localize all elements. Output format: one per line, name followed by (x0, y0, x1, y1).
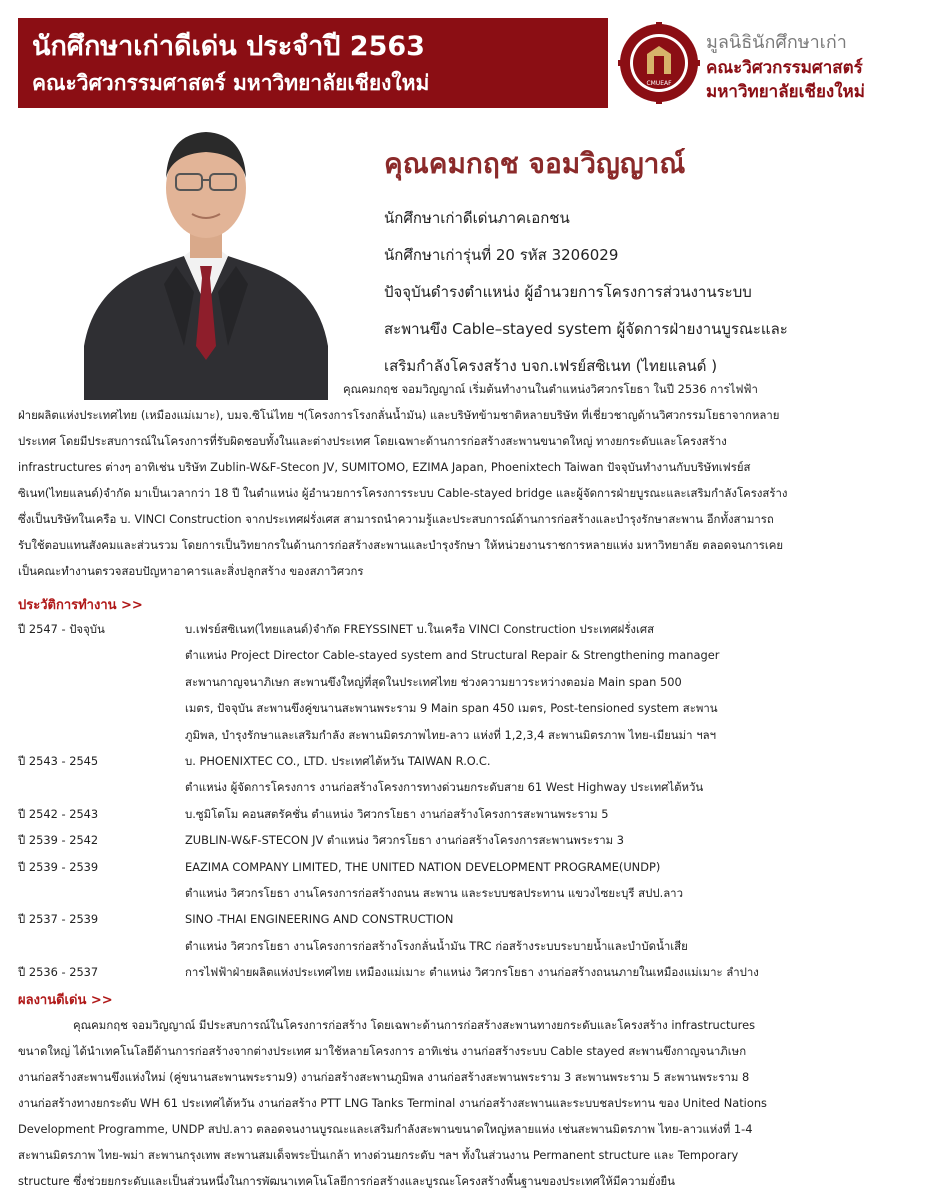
achievements-paragraph (18, 1012, 912, 1194)
intro-line: ซึ่งเป็นบริษัทในเครือ บ. VINCI Construction จากประเทศฝรั่งเศส สามารถนำความรู้และประสบการณ์ด้านการก่อสร้างและบำรุงรักษาสะพาน อีกทั้งสามารถ (18, 512, 774, 526)
position-line-3: เสริมกำลังโครงสร้าง บจก.เฟรย์สซิเนท (ไทยแลนด์ ) (384, 357, 718, 375)
achievement-line: งานก่อสร้างสะพานขึงแห่งใหม่ (คู่ขนานสะพานพระราม9) งานก่อสร้างสะพานภูมิพล งานก่อสร้างสะพานพระราม 3 สะพานพระราม 5 สะพานพระราม 8 (18, 1070, 750, 1084)
achievement-line: ขนาดใหญ่ ได้นำเทคโนโลยีด้านการก่อสร้างจากต่างประเทศ มาใช้หลายโครงการ อาทิเช่น งานก่อสร้างระบบ Cable stayed สะพานขึงกาญจนาภิเษก (18, 1044, 747, 1058)
intro-paragraph (18, 376, 912, 584)
position-line-1: ปัจจุบันดำรงตำแหน่ง ผู้อำนวยการโครงการส่วนงานระบบ (384, 283, 752, 301)
achievement-line: สะพานมิตรภาพ ไทย-พม่า สะพานกรุงเทพ สะพานสมเด็จพระปิ่นเกล้า ทางด่วนยกระดับ ฯลฯ ทั้งในส่วนงาน Permanent structure และ Temporary (18, 1148, 739, 1162)
career-row (18, 801, 918, 827)
career-year (18, 880, 185, 906)
position-line-2: สะพานขึง Cable–stayed system ผู้จัดการฝ่ายงานบูรณะและ (384, 320, 788, 338)
career-row (18, 880, 918, 906)
career-text: ตำแหน่ง Project Director Cable-stayed system and Structural Repair & Strengthening manager (185, 648, 720, 663)
career-row (18, 669, 918, 695)
career-text: บ. PHOENIXTEC CO., LTD. ประเทศไต้หวัน TAIWAN R.O.C. (185, 754, 491, 769)
career-year: ปี 2547 - ปัจจุบัน (18, 622, 105, 636)
career-text: การไฟฟ้าฝ่ายผลิตแห่งประเทศไทย เหมืองแม่เมาะ ตำแหน่ง วิศวกรโยธา งานก่อสร้างถนนภายในเหมืองแม่เมาะ ลำปาง (185, 965, 759, 980)
career-row (18, 722, 918, 748)
career-year: ปี 2539 - 2539 (18, 859, 99, 874)
intro-first-line: คุณคมกฤช จอมวิญญาณ์ เริ่มต้นทำงานในตำแหน่งวิศวกรโยธา ในปี 2536 การไฟฟ้า (343, 382, 758, 396)
logo-text: CMUEAF (646, 80, 672, 87)
alumni-id: นักศึกษาเก่ารุ่นที่ 20 รหัส 3206029 (384, 246, 619, 264)
career-row (18, 854, 918, 880)
achievements-heading: ผลงานดีเด่น >> (18, 993, 113, 1008)
career-row (18, 695, 918, 721)
career-list (18, 616, 918, 986)
banner-title: นักศึกษาเก่าดีเด่น ประจำปี 2563 (32, 31, 425, 62)
career-text: EAZIMA COMPANY LIMITED, THE UNITED NATION DEVELOPMENT PROGRAME(UNDP) (185, 859, 661, 874)
career-year: ปี 2537 - 2539 (18, 912, 99, 927)
career-year: ปี 2539 - 2542 (18, 833, 99, 848)
org-line-3: มหาวิทยาลัยเชียงใหม่ (706, 82, 865, 102)
career-row (18, 827, 918, 853)
achievement-line: คุณคมกฤช จอมวิญญาณ์ มีประสบการณ์ในโครงการก่อสร้าง โดยเฉพาะด้านการก่อสร้างสะพานทางยกระดับและโครงสร้าง infrastructures (73, 1018, 756, 1032)
career-year: ปี 2543 - 2545 (18, 754, 99, 769)
org-line-2: คณะวิศวกรรมศาสตร์ (706, 58, 863, 78)
career-row (18, 748, 918, 774)
career-text: ภูมิพล, บำรุงรักษาและเสริมกำลัง สะพานมิตรภาพไทย-ลาว แห่งที่ 1,2,3,4 สะพานมิตรภาพ ไทย-เมียนม่า ฯลฯ (185, 727, 716, 742)
intro-line: ประเทศ โดยมีประสบการณ์ในโครงการที่รับผิดชอบทั้งในและต่างประเทศ โดยเฉพาะด้านการก่อสร้างสะพานขนาดใหญ่ ทางยกระดับและโครงสร้าง (18, 434, 727, 448)
career-text: สะพานกาญจนาภิเษก สะพานขึงใหญ่ที่สุดในประเทศไทย ช่วงความยาวระหว่างตอม่อ Main span 500 (185, 674, 682, 689)
career-text: บ.ซูมิโตโม คอนสตรัคชั่น ตำแหน่ง วิศวกรโยธา งานก่อสร้างโครงการสะพานพระราม 5 (185, 806, 609, 821)
career-text: SINO -THAI ENGINEERING AND CONSTRUCTION (185, 912, 454, 927)
intro-line: infrastructures ต่างๆ อาทิเช่น บริษัท Zublin-W&F-Stecon JV, SUMITOMO, EZIMA Japan, Phoenixtech Taiwan ปัจจุบันทำงานกับบริษัทเฟรย์ส (18, 460, 751, 474)
career-row (18, 616, 918, 642)
profile-info (384, 200, 914, 385)
banner-subtitle: คณะวิศวกรรมศาสตร์ มหาวิทยาลัยเชียงใหม่ (32, 71, 430, 95)
intro-line: ฝ่ายผลิตแห่งประเทศไทย (เหมืองแม่เมาะ), บมจ.ซิโน่ไทย ฯ(โครงการโรงกลั่นน้ำมัน) และบริษัทข้ามชาติหลายบริษัท ที่เชี่ยวชาญด้านวิศวกรรมโยธาจากหลาย (18, 408, 780, 422)
career-text: ตำแหน่ง วิศวกรโยธา งานโครงการก่อสร้างถนน สะพาน และระบบชลประทาน แขวงไซยะบุรี สปป.ลาว (185, 886, 683, 901)
career-year: ปี 2542 - 2543 (18, 806, 99, 821)
career-row (18, 933, 918, 959)
career-text: ตำแหน่ง ผู้จัดการโครงการ งานก่อสร้างโครงการทางด่วนยกระดับสาย 61 West Highway ประเทศไต้หวัน (185, 780, 704, 795)
career-year (18, 722, 185, 748)
career-year (18, 933, 185, 959)
career-row (18, 774, 918, 800)
portrait-photo (84, 116, 328, 400)
achievement-line: งานก่อสร้างทางยกระดับ WH 61 ประเทศไต้หวัน งานก่อสร้าง PTT LNG Tanks Terminal งานก่อสร้างสะพานและระบบชลประทาน ของ United Nations (18, 1096, 767, 1110)
career-year (18, 695, 185, 721)
career-row (18, 642, 918, 668)
intro-line: รับใช้ตอบแทนสังคมและส่วนรวม โดยการเป็นวิทยากรในด้านการก่อสร้างสะพานและบำรุงรักษา ให้หน่วยงานราชการหลายแห่ง มหาวิทยาลัย ตลอดจนการเคย (18, 538, 784, 552)
career-text: เมตร, ปัจจุบัน สะพานขึงคู่ขนานสะพานพระราม 9 Main span 450 เมตร, Post-tensioned system สะพาน (185, 701, 718, 716)
career-row (18, 906, 918, 932)
foundation-logo-icon (618, 22, 700, 104)
career-heading: ประวัติการทำงาน >> (18, 598, 143, 613)
career-year: ปี 2536 - 2537 (18, 965, 99, 980)
career-row (18, 959, 918, 985)
header-banner (18, 18, 608, 108)
achievement-line: structure ซึ่งช่วยยกระดับและเป็นส่วนหนึ่งในการพัฒนาเทคโนโลยีการก่อสร้างและบูรณะโครงสร้างพื้นฐานของประเทศให้มีความยั่งยืน (18, 1174, 675, 1188)
career-text: ตำแหน่ง วิศวกรโยธา งานโครงการก่อสร้างโรงกลั่นน้ำมัน TRC ก่อสร้างระบบระบายน้ำและบำบัดน้ำเสีย (185, 938, 688, 953)
intro-line: เป็นคณะทำงานตรวจสอบปัญหาอาคารและสิ่งปลูกสร้าง ของสภาวิศวกร (18, 564, 364, 578)
achievement-line: Development Programme, UNDP สปป.ลาว ตลอดจนงานบูรณะและเสริมกำลังสะพานขนาดใหญ่หลายแห่ง เช่นสะพานมิตรภาพ ไทย-ลาวแห่งที่ 1-4 (18, 1122, 753, 1136)
career-year (18, 774, 185, 800)
person-name: คุณคมกฤช จอมวิญญาณ์ (384, 147, 686, 180)
foundation-name (706, 30, 921, 104)
career-text: ZUBLIN-W&F-STECON JV ตำแหน่ง วิศวกรโยธา งานก่อสร้างโครงการสะพานพระราม 3 (185, 833, 625, 848)
career-year (18, 669, 185, 695)
career-year (18, 642, 185, 668)
award-category: นักศึกษาเก่าดีเด่นภาคเอกชน (384, 209, 570, 227)
intro-line: ซิเนท(ไทยแลนด์)จำกัด มาเป็นเวลากว่า 18 ปี ในตำแหน่ง ผู้อำนวยการโครงการระบบ Cable-stayed bridge และผู้จัดการฝ่ายบูรณะและเสริมกำลังโครงสร้าง (18, 486, 788, 500)
org-line-1: มูลนิธินักศึกษาเก่า (706, 32, 847, 53)
career-text: บ.เฟรย์สซิเนท(ไทยแลนด์)จำกัด FREYSSINET บ.ในเครือ VINCI Construction ประเทศฝรั่งเศส (185, 622, 655, 636)
